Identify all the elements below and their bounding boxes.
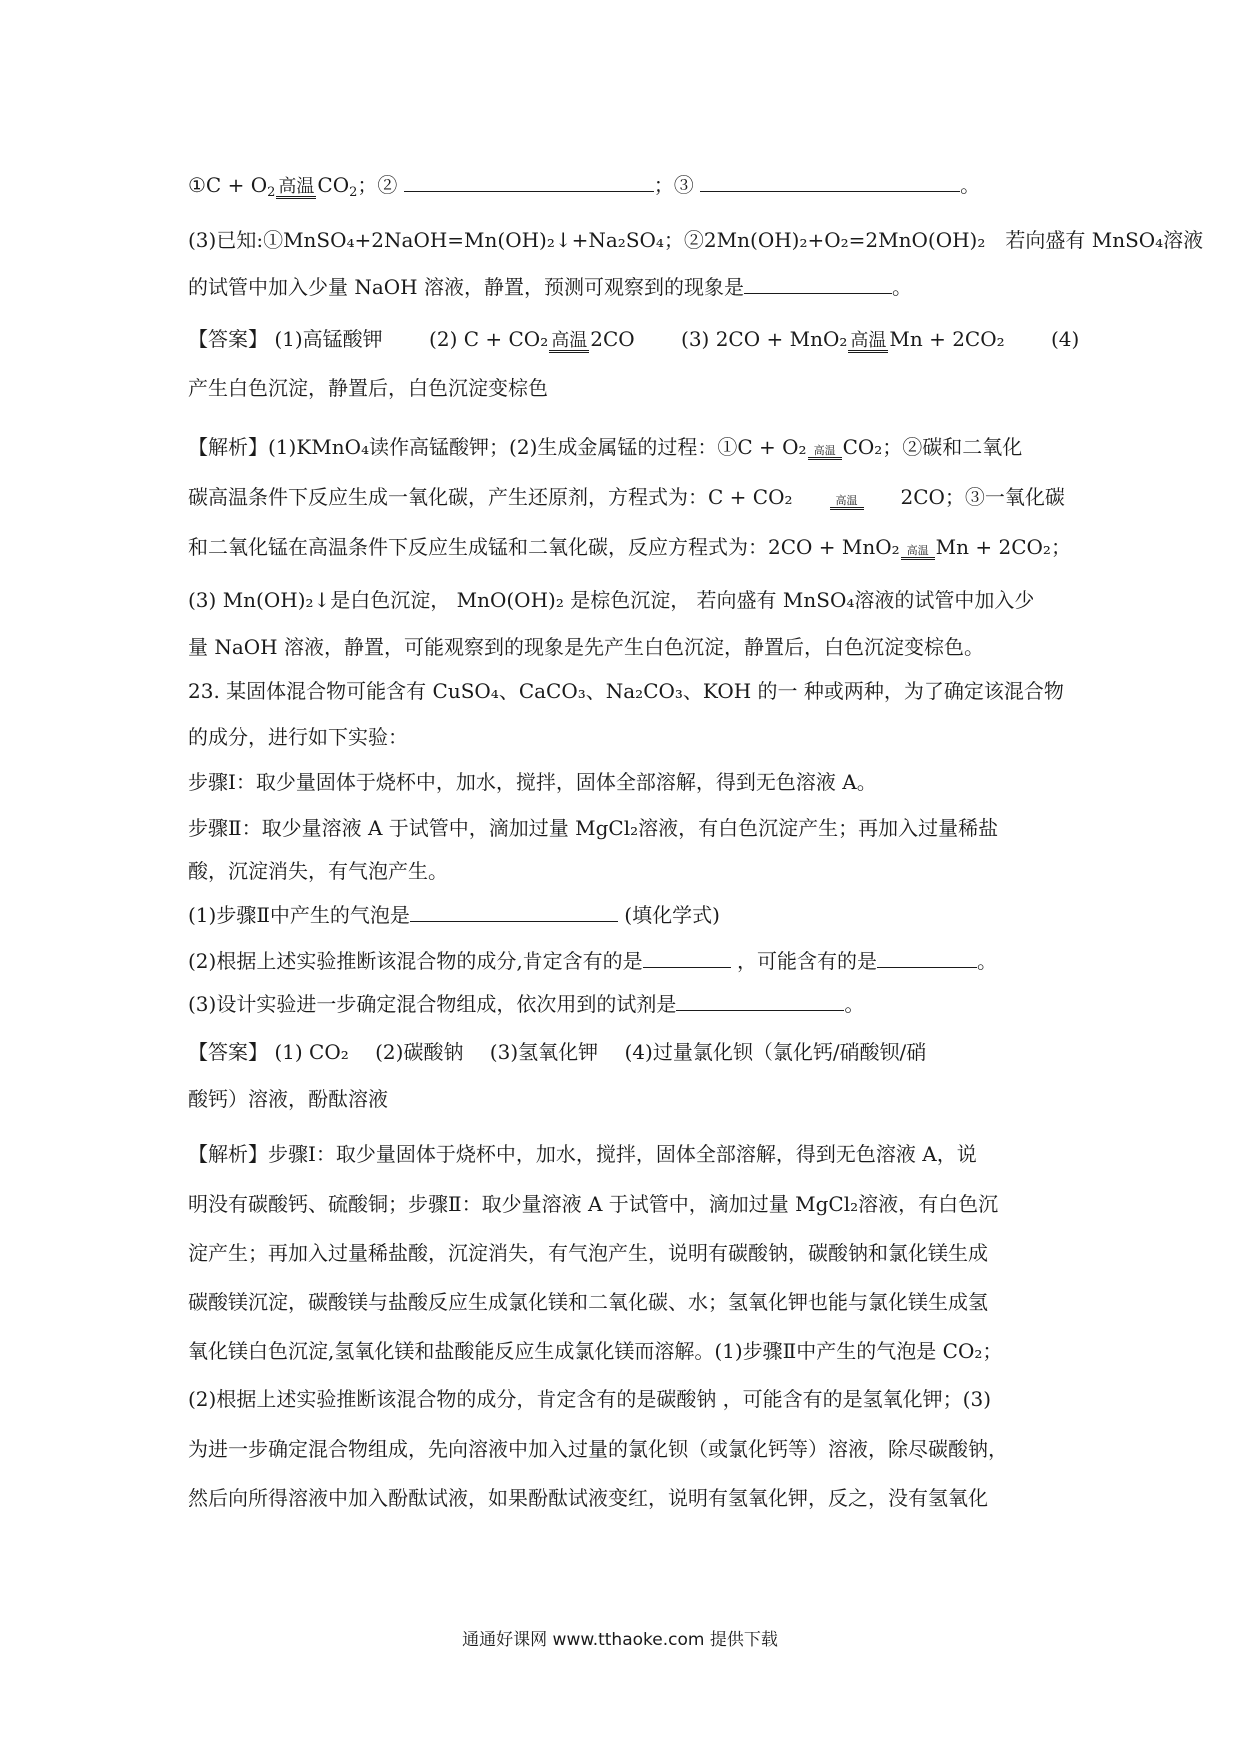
question-line: (3)已知:①MnSO₄+2NaOH=Mn(OH)₂↓+Na₂SO₄；②2Mn(OH)₂+O₂=2MnO(OH)₂ 若向盛有 MnSO₄溶液	[188, 228, 1204, 252]
analysis-line: (3) Mn(OH)₂↓是白色沉淀， MnO(OH)₂ 是棕色沉淀， 若向盛有 MnSO₄溶液的试管中加入少	[188, 588, 1035, 612]
question-title: 23. 某固体混合物可能含有 CuSO₄、CaCO₃、Na₂CO₃、KOH 的一 种或两种，为了确定该混合物	[188, 679, 1064, 703]
condition-high-temp: 高温	[551, 330, 588, 351]
answer-blank[interactable]	[877, 945, 977, 968]
answer-line: 【答案】 (1) CO₂ (2)碳酸钠 (3)氢氧化钾 (4)过量氯化钡（氯化钙/硝酸钡/硝	[188, 1040, 927, 1064]
answer-line: 酸钙）溶液，酚酞溶液	[188, 1087, 388, 1111]
step-line: 酸，沉淀消失，有气泡产生。	[188, 859, 448, 883]
answer-blank[interactable]	[410, 899, 618, 922]
condition-high-temp: 高温	[901, 545, 935, 560]
analysis-line: 量 NaOH 溶液，静置，可能观察到的现象是先产生白色沉淀，静置后，白色沉淀变棕色。	[188, 635, 984, 659]
analysis-line: 碳高温条件下反应生成一氧化碳，产生还原剂，方程式为：C + CO₂ 高温 2CO；③一氧化碳	[188, 485, 1065, 509]
question-line: (2)根据上述实验推断该混合物的成分,肯定含有的是 ，可能含有的是 。	[188, 943, 1068, 979]
answer-line: 【答案】 (1)高锰酸钾 (2) C + CO₂ 高温 2CO (3) 2CO + MnO₂ 高温 Mn + 2CO₂ (4)	[188, 327, 1080, 351]
analysis-line: 碳酸镁沉淀，碳酸镁与盐酸反应生成氯化镁和二氧化碳、水；氢氧化钾也能与氯化镁生成氢	[188, 1290, 988, 1314]
analysis-line: 为进一步确定混合物组成，先向溶液中加入过量的氯化钡（或氯化钙等）溶液，除尽碳酸钠，	[188, 1437, 1008, 1461]
analysis-line: 和二氧化锰在高温条件下反应生成锰和二氧化碳，反应方程式为：2CO + MnO₂ 高温 Mn + 2CO₂；	[188, 535, 1071, 559]
answer-blank[interactable]	[643, 945, 731, 968]
answer-line: 产生白色沉淀，静置后，白色沉淀变棕色	[188, 376, 548, 400]
answer-blank[interactable]	[744, 271, 892, 294]
analysis-line: 明没有碳酸钙、硫酸铜；步骤Ⅱ：取少量溶液 A 于试管中，滴加过量 MgCl₂溶液，有白色沉	[188, 1192, 999, 1216]
step-line: 步骤Ⅱ：取少量溶液 A 于试管中，滴加过量 MgCl₂溶液，有白色沉淀产生；再加入过量稀盐	[188, 816, 999, 840]
analysis-line: 【解析】(1)KMnO₄读作高锰酸钾；(2)生成金属锰的过程：①C + O₂ 高温 CO₂；②碳和二氧化	[188, 435, 1023, 459]
condition-high-temp: 高温	[278, 176, 315, 197]
condition-high-temp: 高温	[850, 330, 887, 351]
condition-high-temp: 高温	[808, 445, 842, 460]
question-line: (1)步骤Ⅱ中产生的气泡是 (填化学式)	[188, 897, 1068, 933]
question-line: (3)设计实验进一步确定混合物组成，依次用到的试剂是 。	[188, 986, 1068, 1022]
analysis-line: 【解析】步骤Ⅰ：取少量固体于烧杯中，加水，搅拌，固体全部溶解，得到无色溶液 A，说	[188, 1142, 977, 1166]
page-footer: 通通好课网 www.tthaoke.com 提供下载	[462, 1630, 778, 1650]
step-line: 步骤Ⅰ：取少量固体于烧杯中，加水，搅拌，固体全部溶解，得到无色溶液 A。	[188, 770, 877, 794]
question-line: 的成分，进行如下实验：	[188, 725, 408, 749]
analysis-line: 然后向所得溶液中加入酚酞试液，如果酚酞试液变红，说明有氢氧化钾，反之，没有氢氧化	[188, 1486, 988, 1510]
analysis-line: 氧化镁白色沉淀,氢氧化镁和盐酸能反应生成氯化镁而溶解。(1)步骤Ⅱ中产生的气泡是 CO₂；	[188, 1339, 1003, 1363]
answer-blank[interactable]	[700, 169, 960, 192]
equation-line: ①C + $O_2$ 高温 $CO_2$；② ；③ 。	[188, 167, 1068, 203]
question-line: 的试管中加入少量 NaOH 溶液，静置，预测可观察到的现象是 。	[188, 269, 1068, 305]
answer-blank[interactable]	[676, 988, 844, 1011]
analysis-line: (2)根据上述实验推断该混合物的成分，肯定含有的是碳酸钠 ，可能含有的是氢氧化钾；(3)	[188, 1387, 992, 1411]
condition-high-temp: 高温	[830, 495, 864, 510]
analysis-line: 淀产生；再加入过量稀盐酸，沉淀消失，有气泡产生，说明有碳酸钠，碳酸钠和氯化镁生成	[188, 1241, 988, 1265]
answer-blank[interactable]	[404, 169, 654, 192]
